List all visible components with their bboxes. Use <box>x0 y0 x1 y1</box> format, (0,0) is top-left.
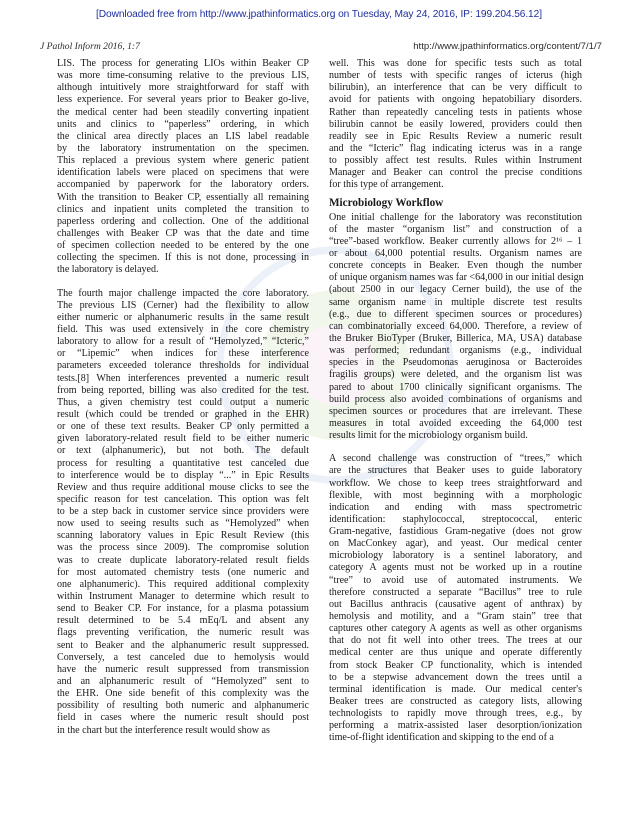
text-line: given laboratory-related result field to be either numeric <box>57 433 309 445</box>
text-line: result determined to be 5.4 mEq/L and absent any <box>57 615 309 627</box>
text-line: can combinatorially exceed 64,000. Therefore, a review of <box>329 320 582 332</box>
text-line: identification labels were placed on specimens that were <box>57 167 309 179</box>
text-line: measures in total avoided exceeding the 64,000 test <box>329 417 582 429</box>
text-line: build process also avoided combinations of organisms and <box>329 393 582 405</box>
text-line: indication and ending with mass spectrometric <box>329 501 582 513</box>
text-line: the EHR. One side benefit of this complexity was the <box>57 688 309 700</box>
right-column <box>329 58 582 745</box>
text-line: Thus, a given chemistry test could output a numeric <box>57 396 309 408</box>
running-head <box>40 41 602 55</box>
text-line: result (which could be trended or graphed in the EHR) <box>57 408 309 420</box>
text-line: and the “Icteric” flag indicating icterus was in a range <box>329 142 582 154</box>
text-line: hemolysis and motility, and a “Gram stain” tree that <box>329 611 582 623</box>
text-line: parameters exceeded tolerance thresholds for individual <box>57 360 309 372</box>
text-line: (e.g., due to different specimen sources or procedures) <box>329 308 582 320</box>
text-line: or “Lipemic” when indices for these interference <box>57 348 309 360</box>
text-line: either numeric or alphanumeric results in the same result <box>57 311 309 323</box>
text-line: accompanied by paperwork for the laboratory orders. <box>57 179 309 191</box>
text-line: time-of-flight identification and skipping to the end of a <box>329 732 554 744</box>
text-line: captures other category A agents as well as other organisms <box>329 623 582 635</box>
text-line: This replaced a previous system where generic patient <box>57 155 309 167</box>
text-line: was more time-consuming relative to the previous LIS, <box>57 70 309 82</box>
text-line: LIS. The process for generating LIOs within Beaker CP <box>57 58 309 69</box>
text-line: field. This was used extensively in the core chemistry <box>57 323 309 335</box>
text-line: or one of these text results. Beaker CP only permitted a <box>57 421 309 433</box>
text-line: now used to seeing results such as “Hemolyzed” when <box>57 518 309 530</box>
text-line: challenges with Beaker CP was that the date and time <box>57 227 309 239</box>
download-banner: [Downloaded free from http://www.jpathinformatics.org on Tuesday, May 24, 2016, IP: 199.204.56.12] <box>96 9 542 20</box>
body-paragraph <box>329 453 582 744</box>
text-line: possibility of resulting both numeric and alphanumeric <box>57 700 309 712</box>
text-line: units and clinics to “paperless” ordering, in which <box>57 118 309 130</box>
text-line: for most automated chemistry tests (one numeric and <box>57 566 309 578</box>
text-line: are the structures that Beaker uses to guide laboratory <box>329 465 582 477</box>
journal-citation: J Pathol Inform 2016, 1:7 <box>40 41 140 52</box>
text-line: although intuitively more straightforward for staff with <box>57 82 309 94</box>
left-column <box>57 58 309 737</box>
text-line: or text (alphanumeric), but not both. The default <box>57 445 309 457</box>
text-line: the laboratory is delayed. <box>57 264 159 276</box>
text-line: concrete concepts in Beaker. Even though the number <box>329 260 582 272</box>
text-line: bilirubin), an interference that can be very difficult to <box>329 82 582 94</box>
text-line: same organism name in multiple discrete test results <box>329 296 582 308</box>
text-line: paperless ordering and collection. One of the additional <box>57 215 309 227</box>
text-line: specific reason for test cancelation. This option was felt <box>57 493 309 505</box>
text-line: Review and thus require additional mouse clicks to see the <box>57 481 309 493</box>
text-line: bilirubin cannot be easily lowered, providers could then <box>329 118 582 130</box>
text-line: Conversely, a test canceled due to hemolysis would <box>57 651 309 663</box>
text-line: category A agents must not be worked up in a routine <box>329 562 582 574</box>
text-line: species in the Pseudomonas aeruginosa or Bacteroides <box>329 357 582 369</box>
text-line: A second challenge was construction of “trees,” which <box>329 453 582 465</box>
article-url[interactable]: http://www.jpathinformatics.org/content/7/1/7 <box>413 41 602 52</box>
text-line: (about 2500 in our legacy Cerner build), the use of the <box>329 284 582 296</box>
body-paragraph <box>57 288 309 737</box>
text-line: “tree” to avoid use of automated instruments. We <box>329 574 582 586</box>
text-line: of unique organism names was far <64,000 in our initial design <box>329 272 584 284</box>
text-line: or about 64,000 potential results. Organism names are <box>329 247 582 259</box>
text-line: readily see in Epic Results Review a numeric result <box>329 130 582 142</box>
text-line: “tree”-based workflow. Beaker currently allows for 2¹⁶ – 1 <box>329 235 582 247</box>
text-line: process for resulting a quantitative test canceled due <box>57 457 309 469</box>
text-line: out Bacillus anthracis (causative agent of anthrax) by <box>329 598 582 610</box>
text-line: send to Beaker CP. For instance, for a plasma potassium <box>57 603 309 615</box>
text-line: was performed; redundant organisms (e.g., individual <box>329 345 582 357</box>
text-line: of specimen collection needed to be entered by the one <box>57 240 309 252</box>
text-line: the clinical area directly places an LIS label readable <box>57 130 309 142</box>
text-line: technologists to rapidly move through trees, e.g., by <box>329 708 582 720</box>
text-line: pared to about 1700 clinically significant organisms. The <box>329 381 582 393</box>
text-line: field in cases where the numeric result should post <box>57 712 309 724</box>
body-paragraph <box>57 58 309 277</box>
text-line: Gram-negative, fastidious Gram-negative (does not grow <box>329 526 582 538</box>
text-line: from being reported, billing was also credited for the test. <box>57 384 309 396</box>
text-line: The fourth major challenge impacted the core laboratory. <box>57 287 309 299</box>
text-line: identification: staphylococcal, streptococcal, enteric <box>329 513 582 525</box>
text-line: terminal identification is made. Our medical center's <box>329 683 582 695</box>
text-line: in the chart but the interference result would show as <box>57 724 270 736</box>
text-line: the medical center had been steadily converting inpatient <box>57 106 309 118</box>
text-line: and an alphanumeric result of “Hemolyzed” sent to <box>57 676 309 688</box>
body-paragraph <box>329 58 582 192</box>
text-line: on MacConkey agar), and yeast. Our medical center <box>329 538 582 550</box>
text-line: number of tests with specific ranges of icterus (high <box>329 70 582 82</box>
text-line: flags preventing verification, the numeric result was <box>57 627 309 639</box>
text-line: workflow. We chose to keep trees straightforward and <box>329 477 582 489</box>
text-line: avoid for patients with ongoing hepatobiliary disorders. <box>329 94 582 106</box>
text-line: Manager and Beaker can control the precise conditions <box>329 167 582 179</box>
text-line: collecting the specimen. If this is not done, processing in <box>57 252 309 264</box>
text-line: With the transition to Beaker CP, essentially all remaining <box>57 191 309 203</box>
text-line: to be a stepwise advancement down the trees until a <box>329 671 582 683</box>
text-line: performing a matrix-assisted laser desorption/ionization <box>329 720 582 732</box>
text-line: within Instrument Manager to determine which result to <box>57 591 309 603</box>
text-line: have the numeric result suppressed from transmission <box>57 663 309 675</box>
text-line: was the process since 2009). The compromise solution <box>57 542 309 554</box>
text-line: scanning laboratory values in Epic Result Review (this <box>57 530 309 542</box>
text-line: results limit for the microbiology organism build. <box>329 430 528 442</box>
text-line: by the laboratory instrumentation on the specimen. <box>57 142 309 154</box>
text-line: less experience. For several years prior to Beaker go-live, <box>57 94 309 106</box>
text-line: Rather than repeatedly canceling tests in patients whose <box>329 106 582 118</box>
text-line: to possibly affect test results. Rules within Instrument <box>329 155 582 167</box>
section-heading: Microbiology Workflow <box>329 196 444 209</box>
text-line: one alphanumeric). This required additional complexity <box>57 578 309 590</box>
text-line: microbiology laboratory is a sentinel laboratory, and <box>329 550 582 562</box>
text-line: well. This was done for specific tests such as total <box>329 58 582 69</box>
text-line: Beaker trees are constructed as category lists, allowing <box>329 696 582 708</box>
text-line: for this type of arrangement. <box>329 179 444 191</box>
text-line: fragilis groups) were deleted, and the organism list was <box>329 369 582 381</box>
text-line: One initial challenge for the laboratory was reconstitution <box>329 211 582 223</box>
text-line: was to create duplicate laboratory-related result fields <box>57 554 309 566</box>
text-line: that do not fit well into other trees. The trees at our <box>329 635 582 647</box>
text-line: flexible, with most beginning with a morphologic <box>329 489 582 501</box>
text-line: sent to Beaker and the alphanumeric result suppressed. <box>57 639 309 651</box>
text-line: from stock Beaker CP functionality, which is intended <box>329 659 582 671</box>
text-line: of the master “organism list” and construction of a <box>329 223 582 235</box>
text-line: specimen sources or procedures that are irrelevant. These <box>329 405 582 417</box>
text-line: medical center are thus unique and operate differently <box>329 647 582 659</box>
text-line: the Bruker BioTyper (Bruker, Billerica, MA, USA) database <box>329 332 582 344</box>
text-line: to be a step back in customer service since providers were <box>57 506 309 518</box>
text-line: The previous LIS (Cerner) had the flexibility to allow <box>57 299 309 311</box>
text-line: clinics and inpatient units completed the transition to <box>57 203 309 215</box>
text-line: tests.[8] When interferences prevented a numeric result <box>57 372 309 384</box>
text-line: to interference would be to display “...” in Epic Results <box>57 469 309 481</box>
text-line: therefore constructed a separate “Bacillus” tree to rule <box>329 586 582 598</box>
body-paragraph <box>329 212 582 443</box>
text-line: laboratory to allow for a result of “Hemolyzed,” “Icteric,” <box>57 336 309 348</box>
